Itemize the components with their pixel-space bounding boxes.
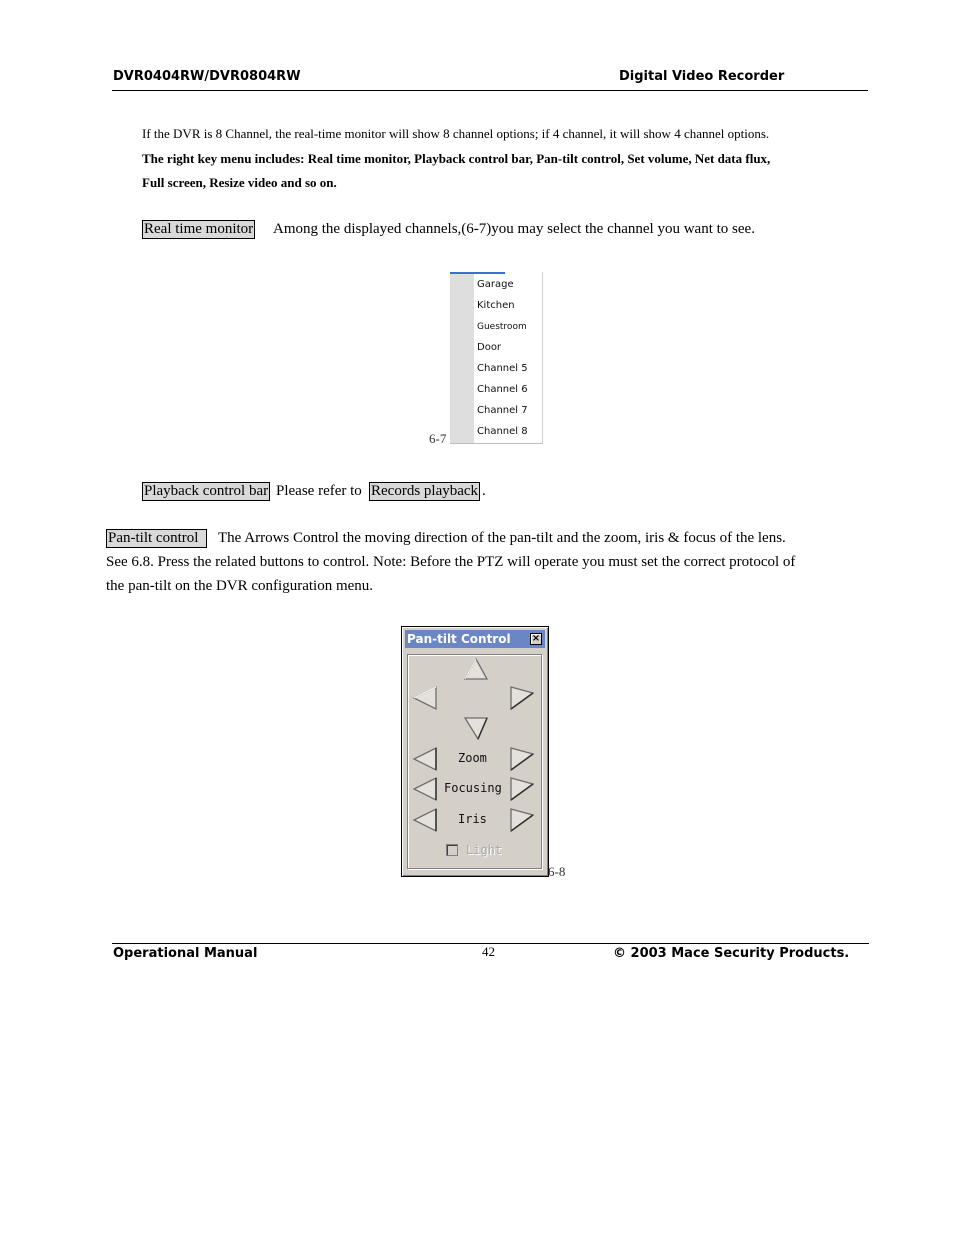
iris-close-arrow-icon[interactable] xyxy=(412,807,438,833)
pan-tilt-line-1: The Arrows Control the moving direction of the pan-tilt and the zoom, iris & focus of the lens. xyxy=(218,530,786,546)
footer-left: Operational Manual xyxy=(113,946,258,961)
intro-line-1: If the DVR is 8 Channel, the real-time monitor will show 8 channel options; if 4 channel, it will show 4 channel options. xyxy=(142,126,770,141)
pan-left-arrow-icon[interactable] xyxy=(412,685,438,711)
playback-text: Please refer to xyxy=(276,483,362,499)
focus-far-arrow-icon[interactable] xyxy=(509,776,535,802)
light-label: Light xyxy=(466,843,503,857)
focusing-label: Focusing xyxy=(444,781,502,795)
menu-item-channel-7[interactable]: Channel 7 xyxy=(477,405,528,416)
intro-line-2: The right key menu includes: Real time monitor, Playback control bar, Pan-tilt control, Set volume, Net data flux, xyxy=(142,151,771,166)
header-rule xyxy=(112,90,868,91)
records-playback-link[interactable]: Records playback xyxy=(371,483,479,499)
menu-item-door[interactable]: Door xyxy=(477,342,502,353)
pan-right-arrow-icon[interactable] xyxy=(509,685,535,711)
pan-down-arrow-icon[interactable] xyxy=(463,715,489,741)
zoom-label: Zoom xyxy=(458,751,487,765)
playback-period: . xyxy=(482,483,486,499)
playback-control-label: Playback control bar xyxy=(144,483,269,499)
zoom-in-arrow-icon[interactable] xyxy=(509,746,535,772)
header-product: Digital Video Recorder xyxy=(619,69,785,84)
ptz-panel xyxy=(407,654,542,869)
intro-line-3: Full screen, Resize video and so on. xyxy=(142,175,337,190)
footer-right: © 2003 Mace Security Products. xyxy=(613,946,850,961)
iris-label: Iris xyxy=(458,812,487,826)
pan-up-arrow-icon[interactable] xyxy=(463,657,489,683)
realtime-monitor-label: Real time monitor xyxy=(144,221,254,237)
figure-6-8-caption: 6-8 xyxy=(548,864,566,879)
pan-tilt-label: Pan-tilt control xyxy=(106,529,207,548)
light-checkbox[interactable] xyxy=(446,844,458,856)
menu-item-channel-6[interactable]: Channel 6 xyxy=(477,384,528,395)
page-number: 42 xyxy=(482,944,495,959)
menu-item-channel-5[interactable]: Channel 5 xyxy=(477,363,528,374)
channel-context-menu xyxy=(450,272,543,444)
focus-near-arrow-icon[interactable] xyxy=(412,776,438,802)
menu-highlight-bar xyxy=(450,272,505,274)
menu-item-guestroom[interactable]: Guestroom xyxy=(477,322,527,332)
menu-item-garage[interactable]: Garage xyxy=(477,279,514,290)
ptz-title-bar xyxy=(405,630,545,648)
ptz-title: Pan-tilt Control xyxy=(407,632,511,646)
pan-tilt-control-window xyxy=(401,626,549,877)
figure-6-7-caption: 6-7 xyxy=(429,431,447,446)
menu-item-channel-8[interactable]: Channel 8 xyxy=(477,426,528,437)
menu-icon-gutter xyxy=(450,272,474,443)
close-icon[interactable]: × xyxy=(531,633,541,644)
menu-item-kitchen[interactable]: Kitchen xyxy=(477,300,515,311)
pan-tilt-line-3: the pan-tilt on the DVR configuration menu. xyxy=(106,578,374,594)
realtime-monitor-text: Among the displayed channels,(6-7)you may select the channel you want to see. xyxy=(273,221,755,237)
iris-open-arrow-icon[interactable] xyxy=(509,807,535,833)
header-model: DVR0404RW/DVR0804RW xyxy=(113,69,301,84)
pan-tilt-line-2: See 6.8. Press the related buttons to control. Note: Before the PTZ will operate you must set the correct protocol of xyxy=(106,554,796,570)
zoom-out-arrow-icon[interactable] xyxy=(412,746,438,772)
